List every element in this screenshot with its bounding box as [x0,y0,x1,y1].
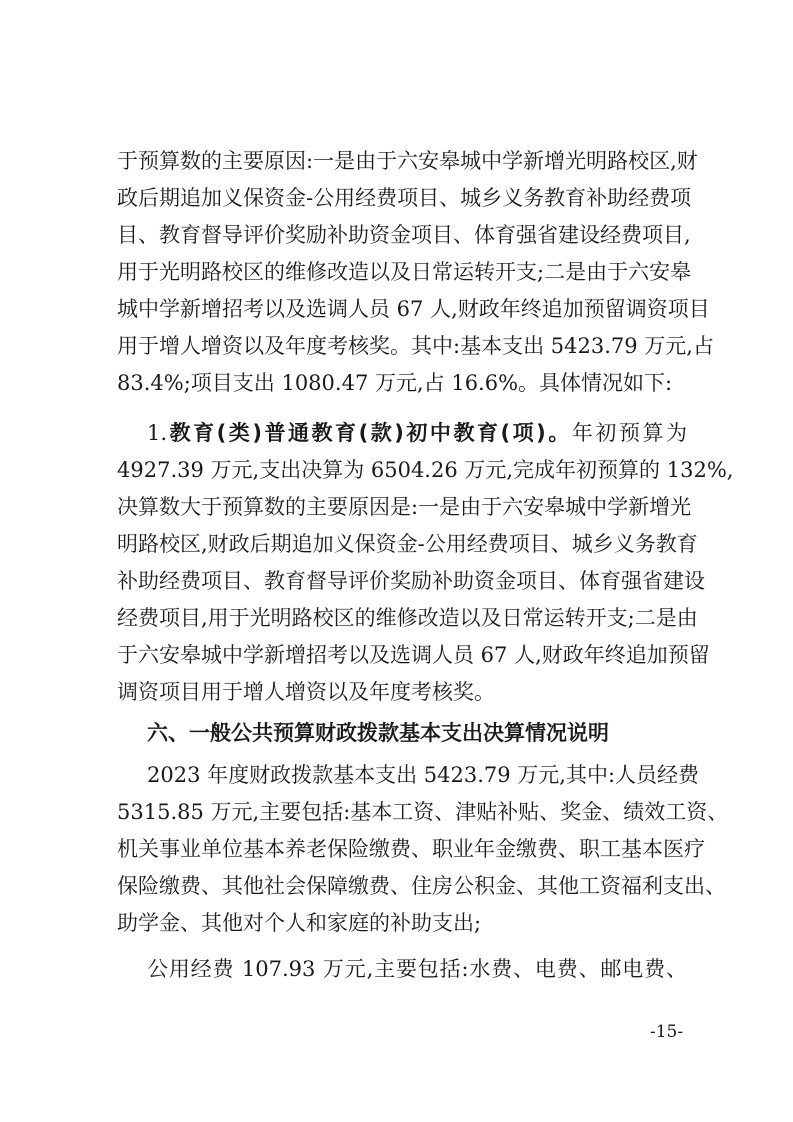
body-text-line: 5315.85 万元,主要包括:基本工资、津贴补贴、奖金、绩效工资、 [117,800,729,824]
page-number: -15- [650,1022,684,1042]
body-text-line: 公用经费 107.93 万元,主要包括:水费、电费、邮电费、 [147,957,687,981]
body-text-line: 于六安皋城中学新增招考以及选调人员 67 人,财政年终追加预留 [117,643,710,667]
section-heading: 六、一般公共预算财政拨款基本支出决算情况说明 [147,721,609,745]
body-text-line: 用于增人增资以及年度考核奖。其中:基本支出 5423.79 万元,占 [117,334,714,358]
item-number: 1. [147,421,168,445]
body-text-line: 机关事业单位基本养老保险缴费、职业年金缴费、职工基本医疗 [117,837,705,861]
body-text-line: 83.4%;项目支出 1080.47 万元,占 16.6%。具体情况如下: [117,371,673,395]
item-heading-line [147,418,687,448]
body-text-line: 补助经费项目、教育督导评价奖励补助资金项目、体育强省建设 [117,569,705,593]
body-text-line: 经费项目,用于光明路校区的维修改造以及日常运转开支;二是由 [117,606,698,630]
body-text-line: 调资项目用于增人增资以及年度考核奖。 [117,680,495,704]
body-text-line: 于预算数的主要原因:一是由于六安皋城中学新增光明路校区,财 [117,149,698,173]
body-text-line: 用于光明路校区的维修改造以及日常运转开支;二是由于六安皋 [117,260,692,284]
body-text-line: 决算数大于预算数的主要原因是:一是由于六安皋城中学新增光 [117,495,692,519]
body-text-line: 政后期追加义保资金-公用经费项目、城乡义务教育补助经费项 [117,186,692,210]
body-text-line: 目、教育督导评价奖励补助资金项目、体育强省建设经费项目, [117,223,691,247]
body-text-line: 明路校区,财政后期追加义保资金-公用经费项目、城乡义务教育 [117,532,698,556]
body-text-line: 保险缴费、其他社会保障缴费、住房公积金、其他工资福利支出、 [117,874,726,898]
body-text-line: 城中学新增招考以及选调人员 67 人,财政年终追加预留调资项目 [117,297,710,321]
body-text-line: 4927.39 万元,支出决算为 6504.26 万元,完成年初预算的 132%, [117,458,734,482]
item-text: 年初预算为 [571,421,687,445]
body-text-line: 2023 年度财政拨款基本支出 5423.79 万元,其中:人员经费 [147,763,700,787]
body-text-line: 助学金、其他对个人和家庭的补助支出; [117,911,482,935]
item-title: 教育(类)普通教育(款)初中教育(项)。 [167,421,572,445]
